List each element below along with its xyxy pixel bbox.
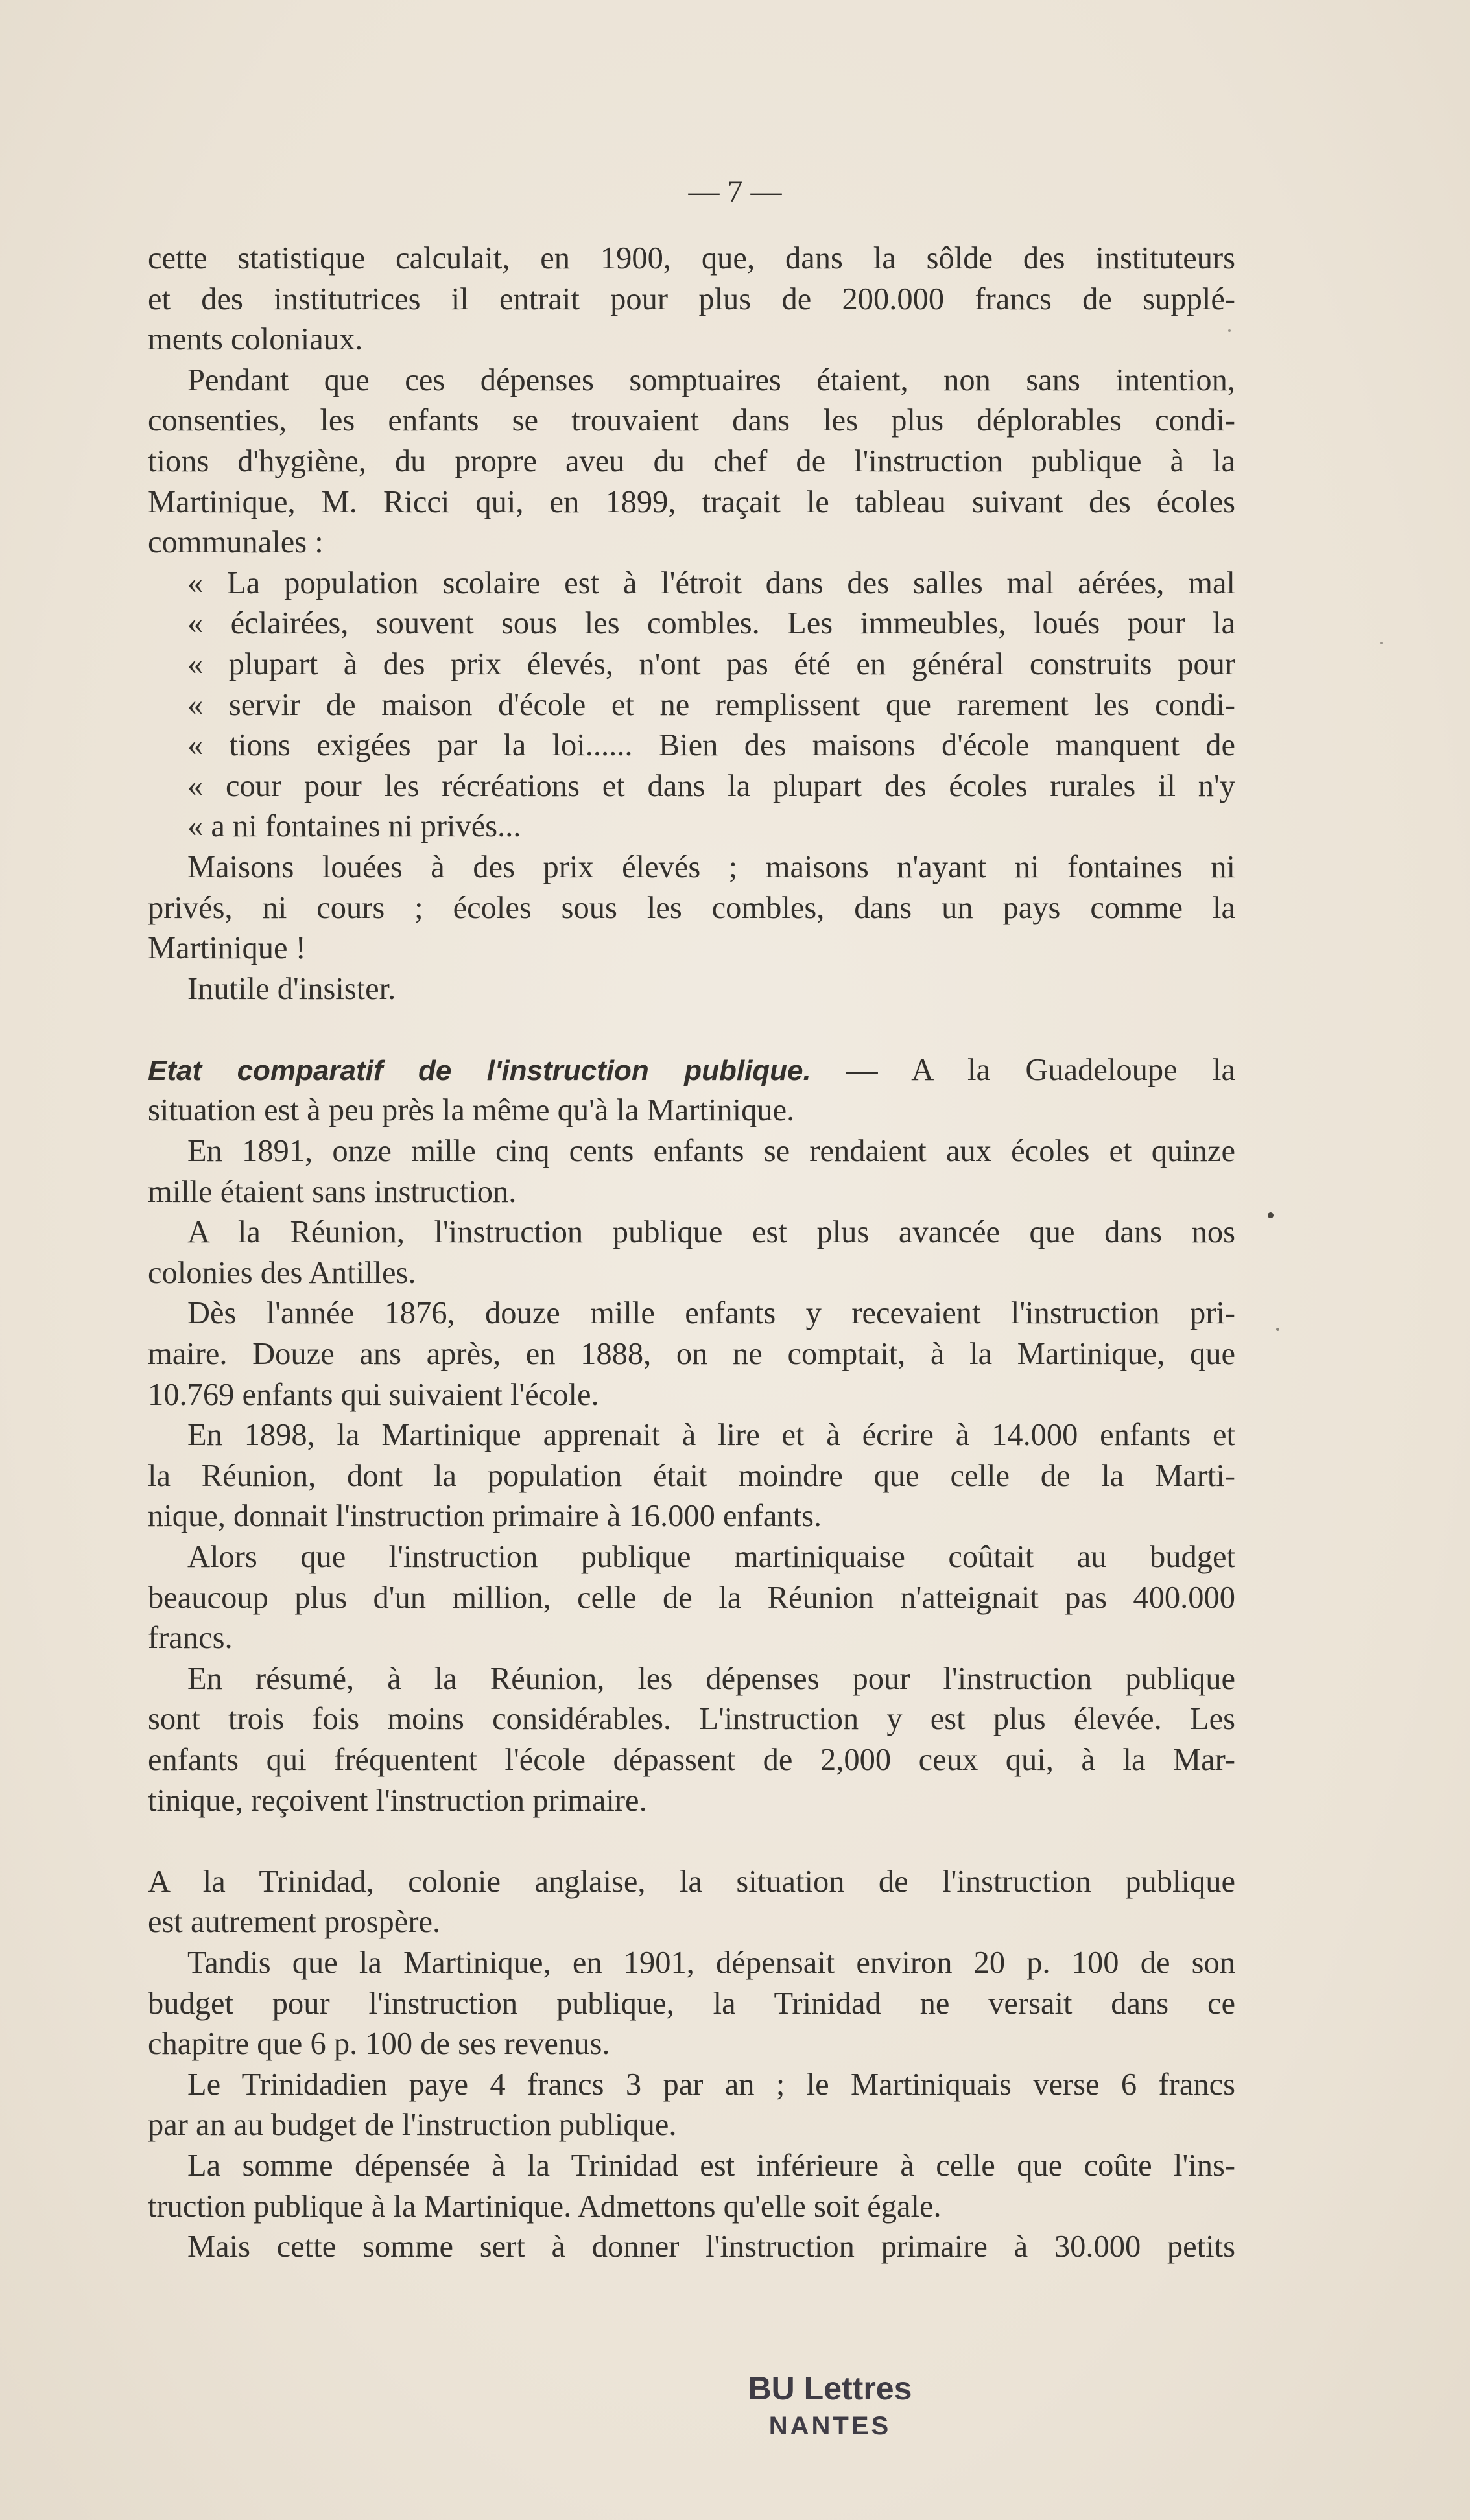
text-line: ments coloniaux. bbox=[148, 322, 363, 357]
margin-speck bbox=[1228, 329, 1231, 332]
quote-line: « plupart à des prix élevés, n'ont pas été en général construits pour bbox=[187, 646, 1235, 681]
text-line: la Réunion, dont la population était moindre que celle de la Marti- bbox=[148, 1458, 1235, 1493]
margin-speck bbox=[1276, 1328, 1279, 1331]
page-number: — 7 — bbox=[688, 174, 782, 209]
text-line: tinique, reçoivent l'instruction primaire. bbox=[148, 1783, 647, 1818]
text-line: consenties, les enfants se trouvaient dans les plus déplorables condi- bbox=[148, 403, 1235, 438]
text-line: colonies des Antilles. bbox=[148, 1255, 416, 1290]
text-line: communales : bbox=[148, 525, 324, 560]
text-line: A la Réunion, l'instruction publique est plus avancée que dans nos bbox=[187, 1215, 1235, 1250]
quote-line: « tions exigées par la loi...... Bien des maisons d'école manquent de bbox=[187, 728, 1235, 763]
quote-line: « La population scolaire est à l'étroit dans des salles mal aérées, mal bbox=[187, 565, 1235, 600]
text-line: privés, ni cours ; écoles sous les combles, dans un pays comme la bbox=[148, 890, 1235, 925]
stamp-line-2: NANTES bbox=[768, 2412, 892, 2440]
text-line: Martinique ! bbox=[148, 931, 306, 966]
quote-line: « a ni fontaines ni privés... bbox=[187, 809, 521, 844]
text-line: A la Trinidad, colonie anglaise, la situation de l'instruction publique bbox=[148, 1864, 1235, 1899]
text-line: Martinique, M. Ricci qui, en 1899, traçait le tableau suivant des écoles bbox=[148, 484, 1235, 519]
text-line: francs. bbox=[148, 1621, 233, 1656]
text-line: Inutile d'insister. bbox=[187, 971, 396, 1006]
text-line: En résumé, à la Réunion, les dépenses pour l'instruction publique bbox=[187, 1661, 1235, 1696]
section-heading: Etat comparatif de l'instruction publique. bbox=[148, 1054, 811, 1087]
quote-line: « éclairées, souvent sous les combles. Les immeubles, loués pour la bbox=[187, 606, 1235, 641]
text-line: Le Trinidadien paye 4 francs 3 par an ; le Martiniquais verse 6 francs bbox=[187, 2067, 1235, 2102]
text-line: Dès l'année 1876, douze mille enfants y recevaient l'instruction pri- bbox=[187, 1296, 1235, 1331]
text-line: La somme dépensée à la Trinidad est inférieure à celle que coûte l'ins- bbox=[187, 2148, 1235, 2183]
text-line: par an au budget de l'instruction publique. bbox=[148, 2108, 677, 2143]
text-line: Alors que l'instruction publique martiniquaise coûtait au budget bbox=[187, 1540, 1235, 1574]
text-line: mille étaient sans instruction. bbox=[148, 1174, 517, 1209]
body-text bbox=[148, 239, 1235, 2268]
text-line: chapitre que 6 p. 100 de ses revenus. bbox=[148, 2027, 610, 2062]
text-line: truction publique à la Martinique. Admettons qu'elle soit égale. bbox=[148, 2189, 942, 2224]
text-line: En 1898, la Martinique apprenait à lire et à écrire à 14.000 enfants et bbox=[187, 1418, 1235, 1453]
blank-line bbox=[148, 1821, 1235, 1862]
text-line: maire. Douze ans après, en 1888, on ne comptait, à la Martinique, que bbox=[148, 1337, 1235, 1372]
text-line: budget pour l'instruction publique, la Trinidad ne versait dans ce bbox=[148, 1986, 1235, 2021]
heading-continuation: — A la Guadeloupe la bbox=[846, 1052, 1235, 1087]
margin-speck bbox=[1380, 642, 1383, 644]
text-line: cette statistique calculait, en 1900, que, dans la sôlde des instituteurs bbox=[148, 241, 1235, 276]
library-stamp bbox=[713, 2370, 947, 2445]
text-line: En 1891, onze mille cinq cents enfants se rendaient aux écoles et quinze bbox=[187, 1134, 1235, 1169]
stamp-line-1: BU Lettres bbox=[748, 2370, 912, 2407]
text-line: est autrement prospère. bbox=[148, 1905, 441, 1940]
text-line: Maisons louées à des prix élevés ; maisons n'ayant ni fontaines ni bbox=[187, 849, 1235, 884]
text-line: Tandis que la Martinique, en 1901, dépensait environ 20 p. 100 de son bbox=[187, 1945, 1235, 1980]
text-line: sont trois fois moins considérables. L'instruction y est plus élevée. Les bbox=[148, 1702, 1235, 1737]
blank-line bbox=[148, 1009, 1235, 1050]
text-line: situation est à peu près la même qu'à la Martinique. bbox=[148, 1093, 795, 1128]
text-line: 10.769 enfants qui suivaient l'école. bbox=[148, 1377, 599, 1412]
text-line: et des institutrices il entrait pour plus de 200.000 francs de supplé- bbox=[148, 281, 1235, 316]
quote-line: « cour pour les récréations et dans la plupart des écoles rurales il n'y bbox=[187, 768, 1235, 803]
text-line: enfants qui fréquentent l'école dépassent de 2,000 ceux qui, à la Mar- bbox=[148, 1742, 1235, 1777]
margin-speck bbox=[1268, 1212, 1274, 1218]
text-line: tions d'hygiène, du propre aveu du chef de l'instruction publique à la bbox=[148, 443, 1235, 478]
text-line bbox=[148, 1050, 1235, 1091]
text-line: Pendant que ces dépenses somptuaires étaient, non sans intention, bbox=[187, 362, 1235, 397]
text-line: beaucoup plus d'un million, celle de la Réunion n'atteignait pas 400.000 bbox=[148, 1580, 1235, 1615]
quote-line: « servir de maison d'école et ne remplissent que rarement les condi- bbox=[187, 687, 1235, 722]
text-line: Mais cette somme sert à donner l'instruction primaire à 30.000 petits bbox=[187, 2230, 1235, 2265]
text-line: nique, donnait l'instruction primaire à 16.000 enfants. bbox=[148, 1499, 822, 1534]
